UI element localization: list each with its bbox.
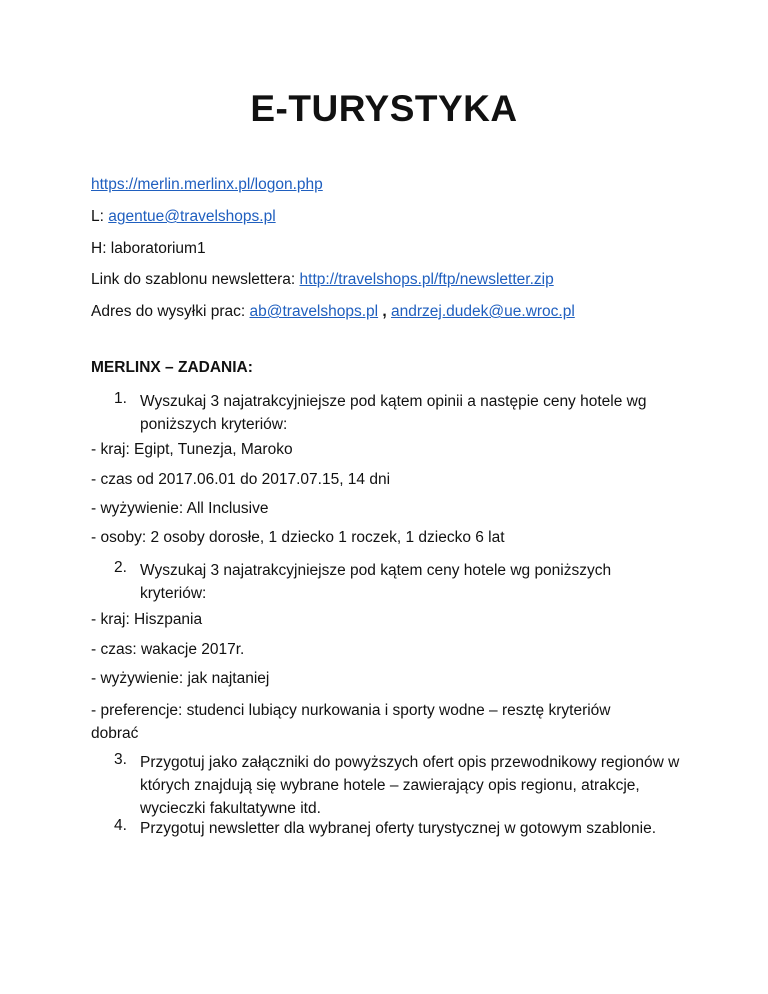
task-2-criterion-4: - preferencje: studenci lubiący nurkowania i sporty wodne – resztę kryteriów dobrać: [91, 702, 611, 742]
task-2-criterion-2: - czas: wakacje 2017r.: [91, 641, 245, 658]
login-email-link[interactable]: agentue@travelshops.pl: [108, 208, 276, 225]
task-2-criterion-3: - wyżywienie: jak najtaniej: [91, 670, 270, 687]
page-title: E-TURYSTYKA: [250, 88, 518, 129]
task-3-text: Przygotuj jako załączniki do powyższych ofert opis przewodnikowy regionów w których znajdują się wybrane hotele – zawierający opis regionu, atrakcje, wycieczki fakultatywne itd.: [140, 754, 680, 817]
send-label: Adres do wysyłki prac:: [91, 303, 250, 320]
task-1-criterion-2: - czas od 2017.06.01 do 2017.07.15, 14 dni: [91, 471, 391, 488]
send-line: [91, 303, 575, 321]
template-url-link[interactable]: http://travelshops.pl/ftp/newsletter.zip: [299, 271, 554, 288]
send-email-1-link[interactable]: ab@travelshops.pl: [249, 303, 379, 320]
login-url-line: [91, 176, 323, 194]
task-2-text: Wyszukaj 3 najatrakcyjniejsze pod kątem ceny hotele wg poniższych kryteriów:: [140, 562, 612, 602]
task-4-number: 4.: [114, 817, 127, 834]
send-separator: ,: [378, 303, 392, 320]
task-2-number: 2.: [114, 559, 127, 576]
task-3-number: 3.: [114, 751, 127, 768]
login-url-link[interactable]: https://merlin.merlinx.pl/logon.php: [91, 176, 323, 193]
task-1-text: Wyszukaj 3 najatrakcyjniejsze pod kątem opinii a następie ceny hotele wg poniższych kryteriów:: [140, 393, 647, 433]
template-line: [91, 271, 554, 289]
task-2-criterion-1: - kraj: Hiszpania: [91, 611, 203, 628]
login-label: L:: [91, 208, 109, 225]
task-1-criterion-3: - wyżywienie: All Inclusive: [91, 500, 269, 517]
task-4-text: Przygotuj newsletter dla wybranej oferty turystycznej w gotowym szablonie.: [140, 820, 657, 837]
task-1-criterion-1: - kraj: Egipt, Tunezja, Maroko: [91, 441, 293, 458]
send-email-2-link[interactable]: andrzej.dudek@ue.wroc.pl: [391, 303, 575, 320]
task-1-criterion-4: - osoby: 2 osoby dorosłe, 1 dziecko 1 roczek, 1 dziecko 6 lat: [91, 529, 505, 546]
task-1-number: 1.: [114, 390, 127, 407]
template-label: Link do szablonu newslettera:: [91, 271, 300, 288]
password-line: H: laboratorium1: [91, 240, 206, 257]
login-line: [91, 208, 276, 226]
section-title: MERLINX – ZADANIA:: [91, 359, 253, 376]
